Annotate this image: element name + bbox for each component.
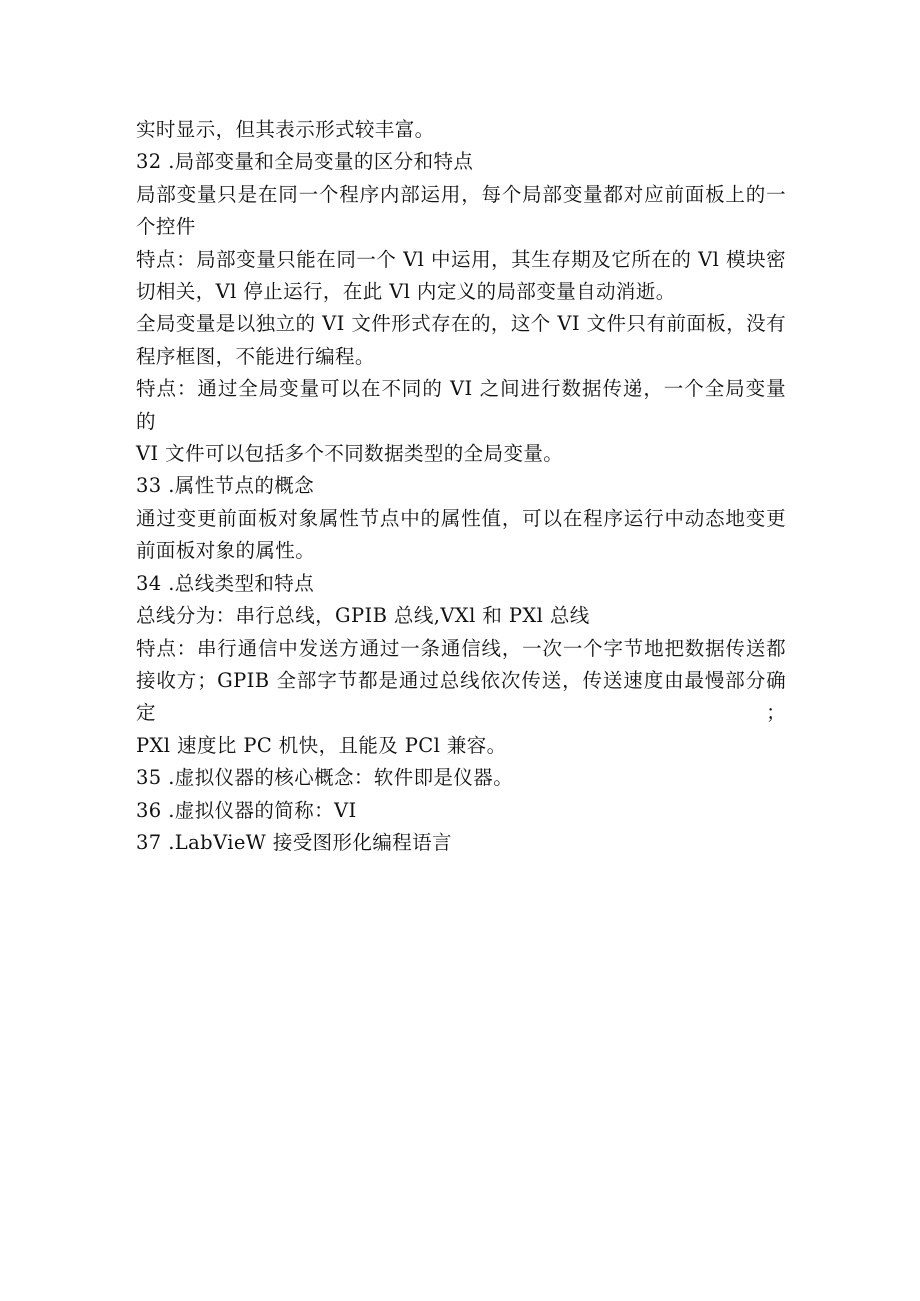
text-line: 程序框图，不能进行编程。 (136, 344, 375, 368)
text-line: 前面板对象的属性。 (136, 539, 316, 563)
text-line: 通过变更前面板对象属性节点中的属性值，可以在程序运行中动态地变更 (136, 506, 786, 530)
section-item-37: 37 .LabVieW 接受图形化编程语言 (136, 830, 452, 854)
text-line: 切相关，Vl 停止运行，在此 Vl 内定义的局部变量自动消逝。 (136, 280, 676, 304)
text-line: 总线分为：串行总线，GPIB 总线,VXl 和 PXl 总线 (136, 604, 590, 628)
text-line: 全局变量是以独立的 VI 文件形式存在的，这个 VI 文件只有前面板，没有 (136, 312, 786, 336)
text-line: 实时显示，但其表示形式较丰富。 (136, 118, 435, 141)
section-heading-33: 33 .属性节点的概念 (136, 474, 315, 498)
section-heading-32: 32 .局部变量和全局变量的区分和特点 (136, 150, 474, 174)
section-heading-34: 34 .总线类型和特点 (136, 571, 315, 595)
text-line: 接收方；GPIB 全部字节都是通过总线依次传送，传送速度由最慢部分确定； (136, 668, 786, 725)
text-line: VI 文件可以包括多个不同数据类型的全局变量。 (136, 442, 564, 466)
text-line: 特点：局部变量只能在同一个 Vl 中运用，其生存期及它所在的 Vl 模块密 (136, 247, 786, 271)
text-line: 个控件 (136, 215, 196, 239)
text-line: 特点：串行通信中发送方通过一条通信线，一次一个字节地把数据传送都 (136, 636, 786, 660)
text-line: PXl 速度比 PC 机快，且能及 PCl 兼容。 (136, 733, 507, 757)
section-item-35: 35 .虚拟仪器的核心概念：软件即是仪器。 (136, 766, 514, 790)
section-item-36: 36 .虚拟仪器的简称：VI (136, 798, 357, 822)
text-line: 特点：通过全局变量可以在不同的 VI 之间进行数据传递，一个全局变量的 (136, 377, 786, 433)
text-line: 局部变量只是在同一个程序内部运用，每个局部变量都对应前面板上的一 (136, 182, 786, 206)
document-body (136, 114, 786, 859)
